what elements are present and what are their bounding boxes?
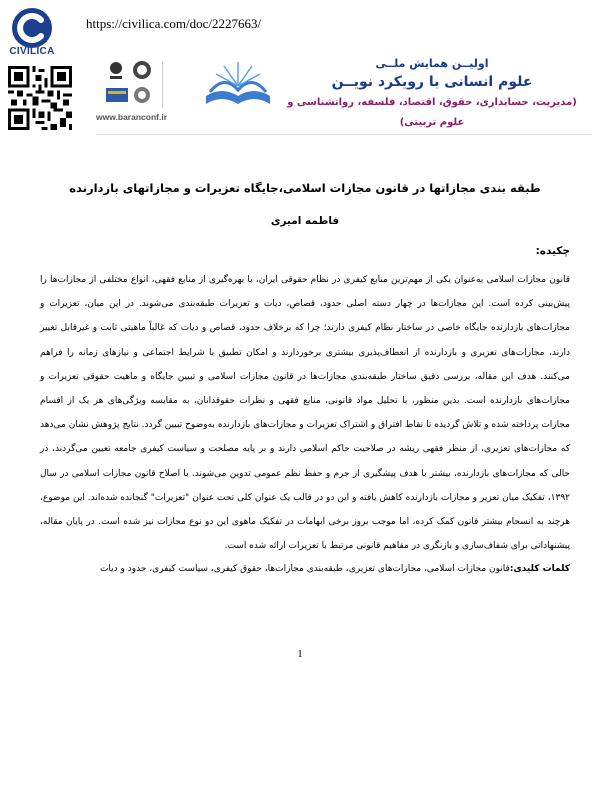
university-seal-icon xyxy=(133,61,151,79)
paper-body xyxy=(40,178,570,578)
paper-title: طبقه بندی مجازاتها در قانون مجازات اسلامی،جایگاه تعزیرات و مجازاتهای بازدارنده xyxy=(69,181,541,195)
keywords-text: قانون مجازات اسلامی، مجازات‌های تعزیری، طبقه‌بندی مجازات‌ها، حقوق کیفری، سیاست کیفری، حدود و دیات xyxy=(99,564,510,575)
keywords-label: کلمات کلیدی: xyxy=(509,564,570,575)
qr-code-icon xyxy=(8,66,72,130)
abstract-text: قانون مجازات اسلامی به‌عنوان یکی از مهم‌ترین منابع کیفری در نظام حقوقی ایران، با بهره‌گیری از منابع فقهی، انواع مختلفی از مجازات‌ها را پیش‌بینی کرده است. این مجازات‌ها در چهار دسته اصلی حدود، قصاص، دیات و تعزیرات طبقه‌بندی می‌شوند. در این میان، تعزیرات و مجازات‌های بازدارنده جایگاه خاصی در ساختار نظام کیفری دارند؛ چرا که برخلاف حدود، قصاص و دیات که غالباً ماهیتی ثابت و غیرقابل تغییر دارند، مجازات‌های تعزیری و بازدارنده از انعطاف‌پذیری بیشتری برخوردارند و امکان تطبیق با شرایط اجتماعی و نیازهای زمانه را فراهم می‌کنند. هدف این مقاله، بررسی دقیق ساختار طبقه‌بندی مجازات‌ها در قانون مجازات اسلامی و تبیین جایگاه و ماهیت حقوقی تعزیرات و مجازات‌های بازدارنده است. بدین منظور، با تحلیل مواد قانونی، منابع فقهی و نظرات حقوقدانان، به مقایسه ویژگی‌های هر یک از اقسام مجازات پرداخته شده و تلاش گردیده تا نقاط افتراق و اشتراک تعزیرات و مجازات‌های بازدارنده به‌وضوح تبیین گردد. نتایج پژوهش نشان می‌دهد که مجازات‌های تعزیری، از منظر فقهی ریشه در صلاحیت حاکم اسلامی دارند و بر پایه مصلحت و سیاست کیفری جامعه تعیین می‌گردند، در حالی که مجازات‌های بازدارنده، بیشتر با هدف پیشگیری از جرم و حفظ نظم عمومی تدوین می‌شوند. با اصلاح قانون مجازات اسلامی در سال ۱۳۹۲، تفکیک میان تعزیر و مجازات بازدارنده کاهش یافته و این دو در قالب یک عنوان کلی تحت عنوان "تعزیرات" گنجانده شده‌اند. این موضوع، هرچند به انسجام بیشتر قانون کمک کرده، اما موجب بروز برخی ابهامات در تفکیک ماهوی این دو نوع مجازات نیز شده است. در پایان مقاله، پیشنهاداتی برای شفاف‌سازی و بازنگری در مفاهیم قانونی مرتبط با تعزیرات ارائه شده است. xyxy=(40,275,570,552)
conference-line-2: علوم انسانی با رویکرد نویــن xyxy=(331,74,533,90)
emblem-icon xyxy=(110,62,122,79)
academy-logo-icon xyxy=(134,87,150,103)
header-divider xyxy=(96,134,592,135)
paper-author: فاطمه امیری xyxy=(270,215,340,227)
conference-line-1: اولیــن همایش ملــی xyxy=(375,57,489,70)
open-book-icon xyxy=(200,56,276,116)
keywords-line xyxy=(40,560,570,578)
brand-name: CIVILICA xyxy=(9,46,55,57)
conference-line-3: (مدیریت، حسابداری، حقوق، اقتصاد، فلسفه، روانشناسی و علوم تربیتی) xyxy=(287,97,577,128)
conference-site[interactable]: www.baranconf.ir xyxy=(96,112,168,122)
document-url[interactable]: https://civilica.com/doc/2227663/ xyxy=(86,16,262,31)
document-header xyxy=(0,0,600,140)
conference-title-block xyxy=(280,56,584,133)
abstract-heading: چکیده: xyxy=(535,245,570,257)
conference-banner xyxy=(88,54,592,134)
page-number: 1 xyxy=(297,648,303,660)
institute-logo-icon xyxy=(106,88,128,102)
